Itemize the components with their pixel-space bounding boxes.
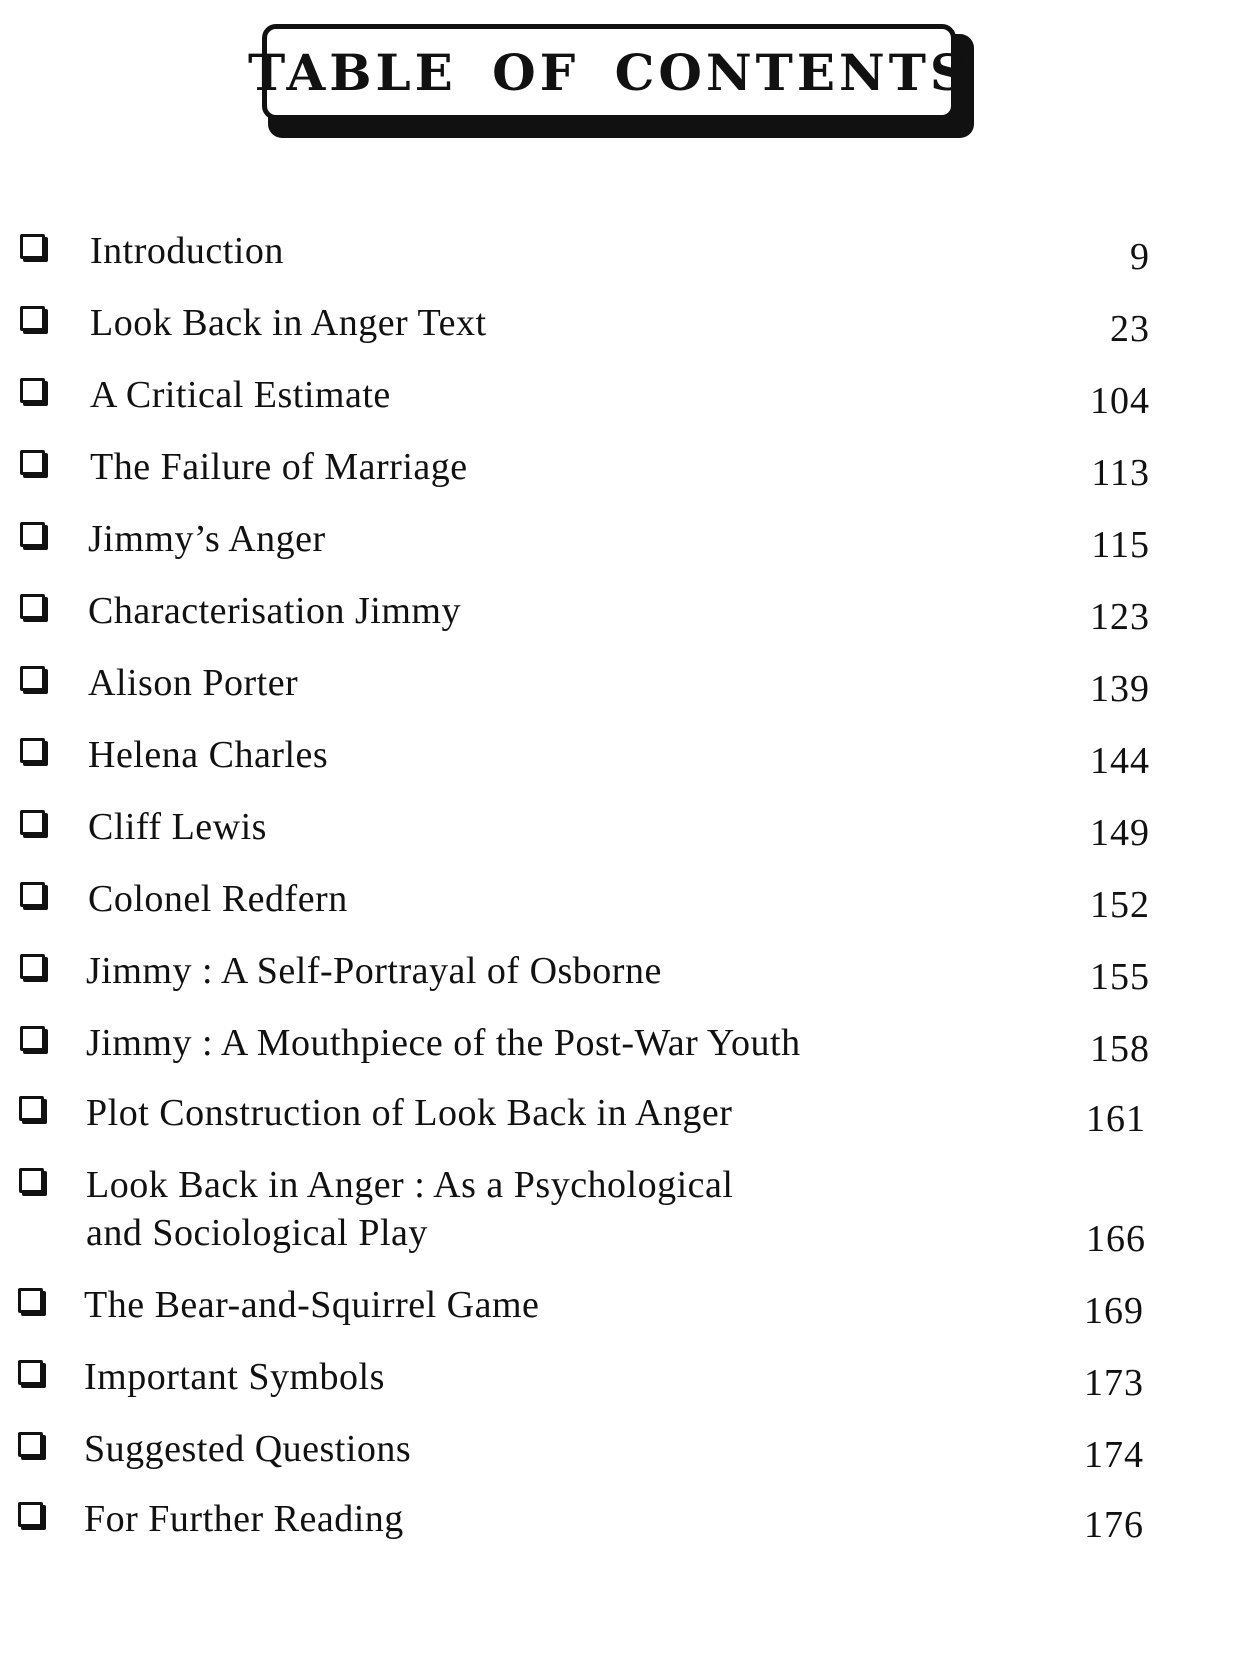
checkbox-icon [20,954,45,979]
entry-page: 104 [1090,380,1150,422]
entry-page: 158 [1090,1028,1150,1070]
entry-page: 174 [1084,1434,1144,1476]
entry-page: 139 [1090,668,1150,710]
entry-label: For Further Reading [84,1498,404,1540]
checkbox-icon [20,378,45,403]
checkbox-icon [19,1096,44,1121]
entry-page: 144 [1090,740,1150,782]
entry-label: Characterisation Jimmy [88,590,461,632]
entry-page: 152 [1090,884,1150,926]
entry-label: Introduction [90,230,284,272]
entry-label: Alison Porter [88,662,299,704]
page-title: TABLE OF CONTENTS [247,42,971,102]
checkbox-icon [20,522,45,547]
entry-page: 123 [1090,596,1150,638]
checkbox-icon [20,234,45,259]
entry-label: Colonel Redfern [88,878,348,920]
entry-page: 173 [1084,1362,1144,1404]
entry-page: 169 [1084,1290,1144,1332]
checkbox-icon [18,1432,43,1457]
checkbox-icon [20,882,45,907]
entry-page: 115 [1091,524,1150,566]
checkbox-icon [20,810,45,835]
entry-page: 23 [1110,308,1150,350]
entry-page: 9 [1130,236,1150,278]
entry-label: The Failure of Marriage [90,446,468,488]
entry-label: Plot Construction of Look Back in Anger [86,1092,733,1134]
checkbox-icon [18,1288,43,1313]
entry-label: Helena Charles [88,734,329,776]
checkbox-icon [20,306,45,331]
checkbox-icon [19,1168,44,1193]
entry-label: Cliff Lewis [88,806,267,848]
entry-page: 166 [1086,1218,1146,1260]
entry-label: A Critical Estimate [90,374,391,416]
entry-page: 155 [1090,956,1150,998]
checkbox-icon [20,738,45,763]
entry-page: 113 [1091,452,1150,494]
entry-label-continued: and Sociological Play [86,1212,428,1254]
entry-page: 149 [1090,812,1150,854]
checkbox-icon [20,1026,45,1051]
entry-label: Look Back in Anger : As a Psychological [86,1164,734,1206]
entry-label: Jimmy : A Mouthpiece of the Post-War Youth [86,1022,801,1064]
entry-label: Important Symbols [84,1356,385,1398]
entry-label: Jimmy’s Anger [88,518,326,560]
entry-label: Look Back in Anger Text [90,302,487,344]
entry-label: Suggested Questions [84,1428,412,1470]
checkbox-icon [20,666,45,691]
entry-page: 161 [1086,1098,1146,1140]
entry-page: 176 [1084,1504,1144,1546]
checkbox-icon [20,594,45,619]
checkbox-icon [20,450,45,475]
checkbox-icon [18,1360,43,1385]
entry-label: Jimmy : A Self-Portrayal of Osborne [86,950,662,992]
checkbox-icon [18,1502,43,1527]
entry-label: The Bear-and-Squirrel Game [84,1284,540,1326]
